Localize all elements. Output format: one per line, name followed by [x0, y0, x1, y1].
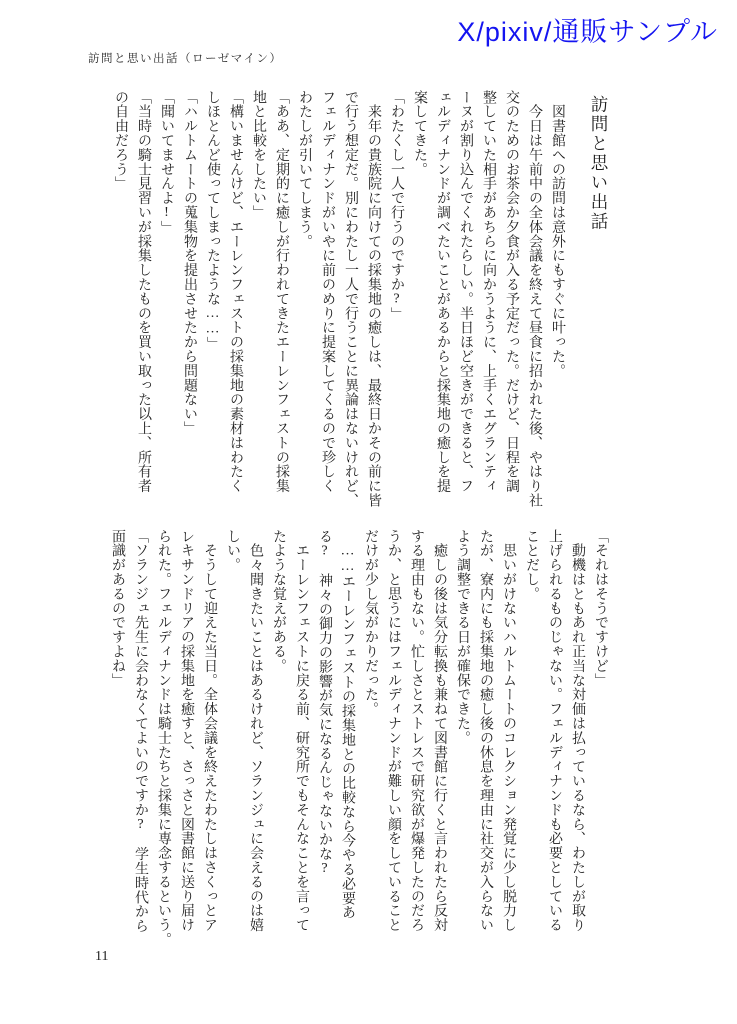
text-line: レキサンドリアの採集地を癒すと、さっさと図書館に送り届け: [179, 529, 194, 933]
text-line: 思いがけないハルトムートのコレクション発覚に少し脱力し: [501, 529, 516, 933]
text-line: 色々聞きたいことはあるけれど、ソランジュに会えるのは嬉: [248, 529, 263, 933]
text-line: 整していた相手があちらに向かうように、上手くエグランティ: [481, 90, 496, 494]
text-line: たような覚えがある。: [271, 529, 286, 673]
text-line: 癒しの後は気分転換も兼ねて図書館に行くと言われたら反対: [432, 529, 447, 933]
text-line: しほとんど使ってしまったような……」: [205, 90, 220, 352]
text-line: 「当時の騎士見習いが採集したものを買い取った以上、所有者: [136, 90, 151, 494]
text-line: うか、と思うにはフェルディナンドが難しい顔をしていること: [386, 529, 401, 933]
text-line: 面識があるのですよね」: [110, 529, 125, 688]
text-line: しい。: [225, 529, 240, 573]
text-line: そうして迎えた当日。全体会議を終えたわたしはさくっとア: [202, 529, 217, 933]
text-line: する理由もない。忙しさとストレスで研究欲が爆発したのだろ: [409, 529, 424, 933]
text-line: られた。フェルディナンドは騎士たちと採集に専念するという。: [156, 529, 171, 947]
text-line: ……エーレンフェストの採集地との比較なら今やる必要あ: [340, 529, 355, 920]
text-line: 「ハルトムートの蒐集物を提出させたから問題ない」: [182, 90, 197, 436]
text-line: わたしが引いてしまう。: [297, 90, 312, 249]
text-line: たが、寮内にも採集地の癒し後の休息を理由に社交が入らない: [478, 529, 493, 933]
text-line: 動機はともあれ正当な対価は払っているなら、わたしが取り: [570, 529, 585, 933]
text-line: 地と比較をしたい」: [251, 90, 266, 220]
text-line: ェルディナンドが調べたいことがあるからと採集地の癒しを提: [435, 90, 450, 494]
text-line: 案してきた。: [412, 90, 427, 177]
text-line: 「それはそうですけど」: [593, 529, 608, 688]
text-line: 来年の貴族院に向けての採集地の癒しは、最終日かその前に皆: [366, 90, 381, 508]
text-line: 「ああ、定期的に癒しが行われてきたエーレンフェストの採集: [274, 90, 289, 494]
text-line: ーヌが割り込んでくれたらしい。半日ほど空きができると、フ: [458, 90, 473, 494]
text-line: 「わたくし一人で行うのですか?」: [389, 90, 404, 322]
text-line: 図書館への訪問は意外にもすぐに叶った。: [550, 90, 565, 378]
text-line: 交のためのお茶会か夕食が入る予定だった。だけど、日程を調: [504, 90, 519, 494]
text-line: る? 神々の御力の影響が気になるんじゃないかな?: [317, 529, 332, 877]
story-block-1: [109, 90, 612, 508]
text-line: 上げられるものじゃない。フェルディナンドも必要としている: [547, 529, 562, 933]
page-number: 11: [95, 949, 109, 964]
story-block-2: [106, 529, 612, 947]
sample-watermark-label: X/pixiv/通販サンプル: [457, 17, 718, 47]
text-line: の自由だろう」: [113, 90, 128, 191]
text-line: フェルディナンドがいやに前のめりに提案してくるので珍しく: [320, 90, 335, 494]
text-line: エーレンフェストに戻る前、研究所でもそんなことを言って: [294, 529, 309, 933]
text-line: 「ソランジュ先生に会わなくてよいのですか? 学生時代から: [133, 529, 148, 934]
text-line: よう調整できる日が確保できた。: [455, 529, 470, 745]
story-title: 訪問と思い出話: [589, 95, 609, 232]
text-line: で行う想定だ。別にわたし一人で行うことに異論はないけれど、: [343, 90, 358, 508]
text-line: 今日は午前中の全体会議を終えて昼食に招かれた後、やはり社: [527, 90, 542, 508]
running-header: 訪問と思い出話（ローゼマイン）: [88, 53, 283, 65]
text-line: 「聞いてませんよ!」: [159, 90, 174, 235]
text-line: 「構いませんけど、エーレンフェストの採集地の素材はわたく: [228, 90, 243, 494]
text-line: ことだし。: [524, 529, 539, 601]
text-line: だけが少し気がかりだった。: [363, 529, 378, 717]
